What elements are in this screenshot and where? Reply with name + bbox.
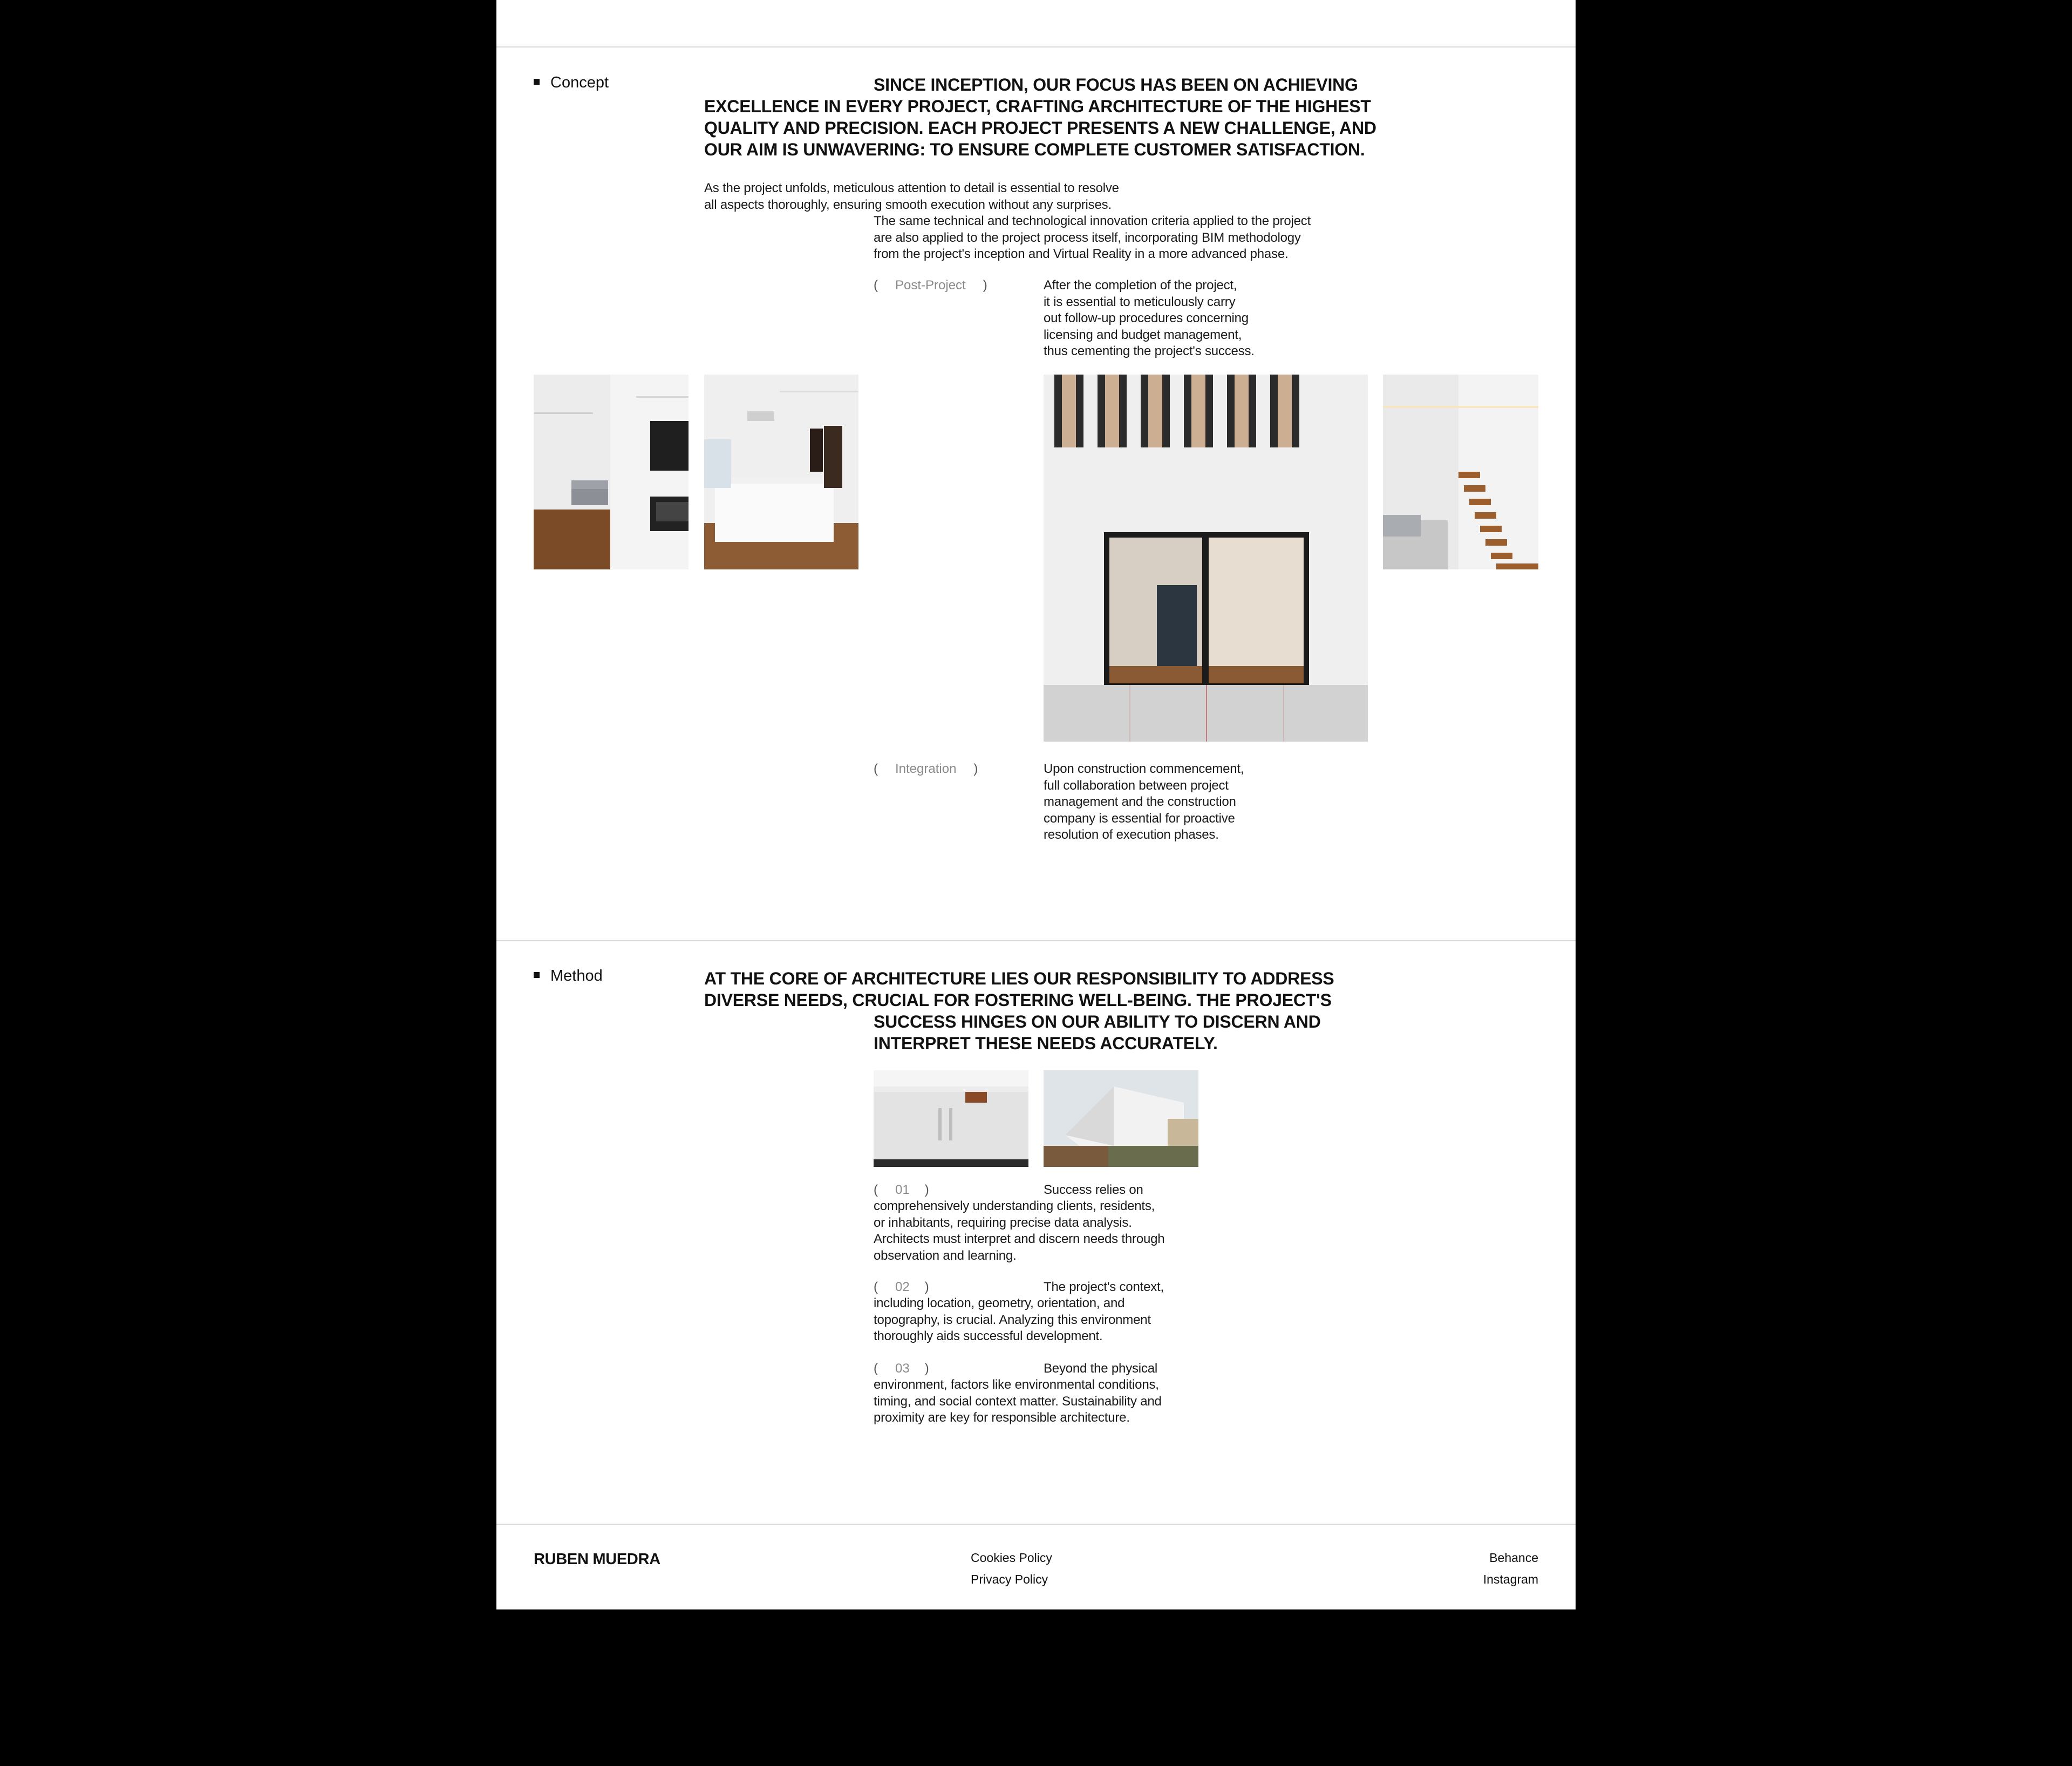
section-label-text: Concept [550, 74, 609, 91]
method-item-number [874, 1279, 929, 1295]
headline-line: QUALITY AND PRECISION. EACH PROJECT PRESENTS A NEW CHALLENGE, AND [704, 118, 1376, 138]
staircase-illustration [1383, 375, 1538, 569]
facade-illustration [1044, 375, 1368, 742]
section-label-text: Method [550, 967, 603, 984]
paragraph-line: topography, is crucial. Analyzing this environment [874, 1312, 1151, 1327]
paragraph-line: thus cementing the project's success. [1044, 344, 1255, 359]
instagram-link[interactable]: Instagram [1483, 1572, 1538, 1586]
paragraph-line: thoroughly aids successful development. [874, 1329, 1103, 1344]
paragraph-line: observation and learning. [874, 1248, 1017, 1263]
paragraph-line: proximity are key for responsible architecture. [874, 1410, 1130, 1425]
paragraph-line: including location, geometry, orientation, and [874, 1296, 1125, 1310]
staircase-photo [1383, 375, 1538, 569]
method-item-body [874, 1198, 1251, 1264]
paragraph-line: or inhabitants, requiring precise data analysis. [874, 1215, 1132, 1230]
close-paren: ) [924, 1183, 929, 1197]
close-paren: ) [924, 1280, 929, 1294]
paragraph-line: are also applied to the project process itself, incorporating BIM methodology [874, 230, 1301, 245]
headline-line: AT THE CORE OF ARCHITECTURE LIES OUR RESPONSIBILITY TO ADDRESS [704, 969, 1334, 988]
interior-living-photo [534, 375, 689, 569]
number-label: 03 [895, 1361, 910, 1376]
open-paren: ( [874, 762, 878, 776]
method-item [874, 1182, 1251, 1264]
paragraph-line: As the project unfolds, meticulous attention to detail is essential to resolve [704, 181, 1119, 195]
paragraph-line: timing, and social context matter. Sustainability and [874, 1394, 1162, 1409]
house-illustration [1044, 1070, 1198, 1167]
bullet-icon [534, 972, 540, 978]
section-label-method [534, 966, 603, 986]
headline-line: DIVERSE NEEDS, CRUCIAL FOR FOSTERING WELL-BEING. THE PROJECT'S [704, 990, 1332, 1010]
paragraph-line: resolution of execution phases. [1044, 827, 1219, 843]
open-paren: ( [874, 1280, 878, 1294]
paragraph-line: from the project's inception and Virtual Reality in a more advanced phase. [874, 247, 1289, 262]
method-item [874, 1279, 1251, 1345]
number-label: 02 [895, 1280, 910, 1294]
concept-headline [704, 74, 1376, 160]
method-item-lead: Success relies on [1044, 1183, 1143, 1197]
post-project-text [1044, 277, 1255, 360]
method-item-number [874, 1361, 929, 1377]
open-paren: ( [874, 1361, 878, 1376]
paragraph-line: all aspects thoroughly, ensuring smooth execution without any surprises. [704, 197, 1112, 212]
headline-line: OUR AIM IS UNWAVERING: TO ENSURE COMPLETE CUSTOMER SATISFACTION. [704, 140, 1365, 159]
open-paren: ( [874, 278, 878, 293]
method-headline [704, 968, 1334, 1054]
paragraph-line: environment, factors like environmental conditions, [874, 1377, 1159, 1392]
tag-label: Post-Project [895, 278, 966, 293]
divider-top [496, 46, 1576, 47]
paragraph-line: After the completion of the project, [1044, 278, 1237, 293]
integration-tag [874, 761, 978, 777]
paragraph-line: management and the construction [1044, 794, 1236, 810]
bullet-icon [534, 79, 540, 85]
close-paren: ) [924, 1361, 929, 1376]
close-paren: ) [983, 278, 987, 293]
headline-line: EXCELLENCE IN EVERY PROJECT, CRAFTING ARCHITECTURE OF THE HIGHEST [704, 97, 1371, 116]
headline-line: SUCCESS HINGES ON OUR ABILITY TO DISCERN AND [874, 1012, 1321, 1031]
method-item-lead: Beyond the physical [1044, 1361, 1158, 1376]
kitchen-illustration [704, 375, 858, 569]
privacy-policy-link[interactable]: Privacy Policy [971, 1572, 1048, 1586]
living-room-illustration [534, 375, 689, 569]
close-paren: ) [973, 762, 978, 776]
divider-method [496, 940, 1576, 941]
headline-line: INTERPRET THESE NEEDS ACCURATELY. [874, 1034, 1218, 1053]
paragraph-line: licensing and budget management, [1044, 327, 1242, 342]
paragraph-line: out follow-up procedures concerning [1044, 311, 1249, 326]
number-label: 01 [895, 1183, 910, 1197]
wall-illustration [874, 1070, 1028, 1167]
behance-link[interactable]: Behance [1489, 1551, 1538, 1565]
section-label-concept [534, 73, 609, 92]
paragraph-line: The same technical and technological innovation criteria applied to the project [874, 214, 1311, 228]
concept-paragraph-2 [874, 213, 1311, 263]
method-item-body [874, 1295, 1251, 1345]
method-item-body [874, 1377, 1251, 1427]
white-wall-photo [874, 1070, 1028, 1167]
integration-text [1044, 761, 1244, 844]
tag-label: Integration [895, 762, 957, 776]
headline-line: SINCE INCEPTION, OUR FOCUS HAS BEEN ON ACHIEVING [874, 75, 1358, 94]
divider-footer [496, 1524, 1576, 1525]
paragraph-line: comprehensively understanding clients, residents, [874, 1199, 1155, 1213]
method-item-number [874, 1182, 929, 1198]
concept-paragraph-1 [704, 180, 1119, 213]
page [496, 0, 1576, 1609]
facade-door-photo [1044, 375, 1368, 742]
paragraph-line: Architects must interpret and discern needs through [874, 1232, 1165, 1247]
cookies-policy-link[interactable]: Cookies Policy [971, 1551, 1052, 1565]
method-item-lead: The project's context, [1044, 1280, 1164, 1294]
paragraph-line: Upon construction commencement, [1044, 762, 1244, 776]
method-item [874, 1361, 1251, 1427]
post-project-tag [874, 277, 987, 294]
house-exterior-photo [1044, 1070, 1198, 1167]
open-paren: ( [874, 1183, 878, 1197]
interior-kitchen-photo [704, 375, 858, 569]
paragraph-line: it is essential to meticulously carry [1044, 294, 1236, 309]
footer-brand[interactable]: RUBEN MUEDRA [534, 1551, 660, 1568]
paragraph-line: full collaboration between project [1044, 778, 1229, 793]
paragraph-line: company is essential for proactive [1044, 811, 1235, 826]
